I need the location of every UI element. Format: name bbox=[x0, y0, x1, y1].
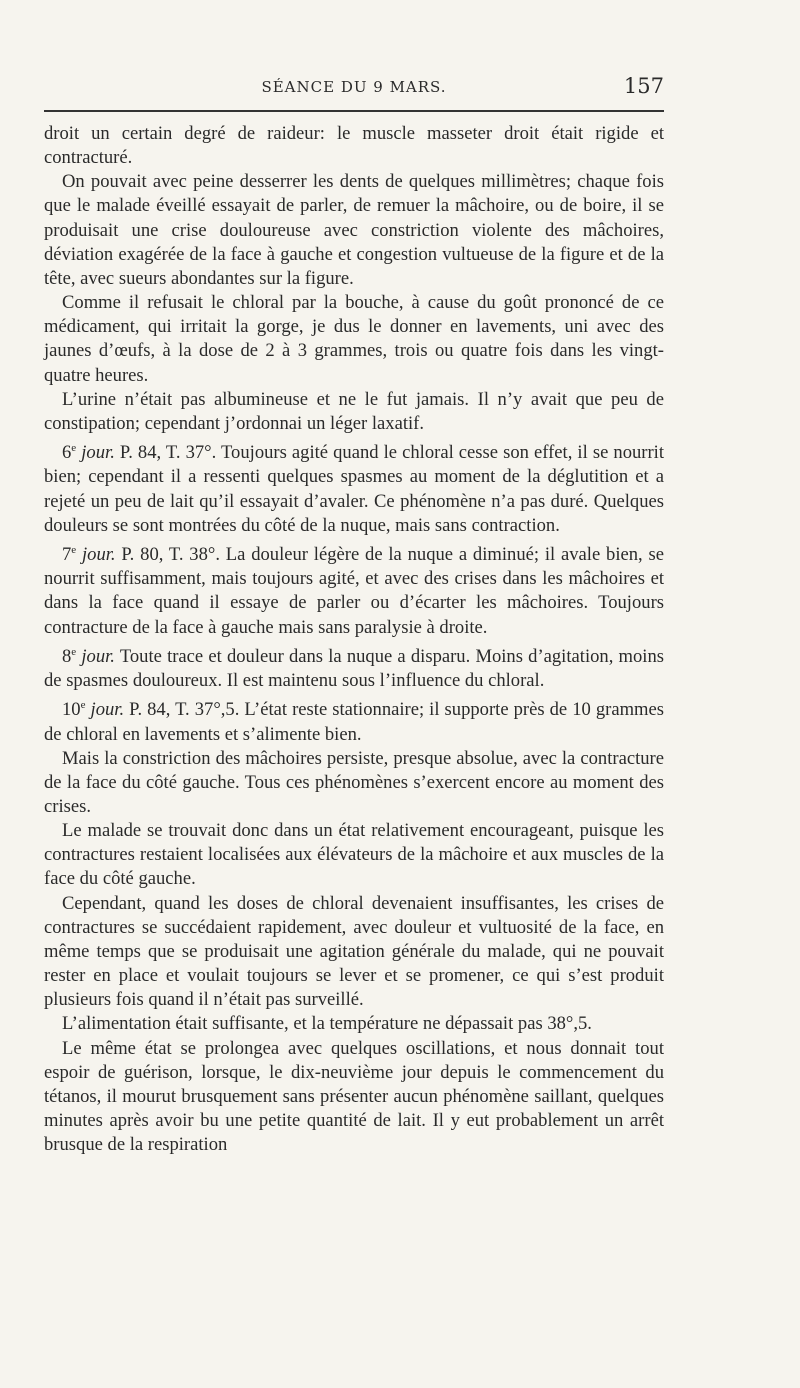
day-label: 6e jour. bbox=[62, 442, 115, 464]
paragraph: On pouvait avec peine desserrer les dents de quelques millimètres; chaque fois que le malade éveillé essayait de parler, de remuer la mâchoire, ou de boire, il se produisait une crise douloureuse avec constriction violente des mâchoires, déviation exagérée de la face à gauche et congestion vultueuse de la figure et de la tête, avec sueurs abondantes sur la figure. bbox=[44, 171, 664, 289]
paragraph: Mais la constriction des mâchoires persiste, presque absolue, avec la contracture de la face du côté gauche. Tous ces phénomènes s’exercent encore au moment des crises. bbox=[44, 747, 664, 817]
header-rule bbox=[44, 110, 664, 112]
day-label: 7e jour. bbox=[62, 543, 116, 566]
paragraph: Le même état se prolongea avec quelques oscillations, et nous donnait tout espoir de guérison, lorsque, le dix-neuvième jour depuis le commencement du tétanos, il mourut brusquement sans présenter aucun phénomène saillant, quelques minutes après avoir bu une petite quantité de lait. Il y eut probablement un arrêt brusque de la respiration bbox=[44, 1037, 664, 1156]
paragraph: 8e jour. Toute trace et douleur dans la nuque a disparu. Moins d’agitation, moins de spasmes douloureux. Il est maintenu sous l’influence du chloral. bbox=[44, 645, 664, 691]
page-number: 157 bbox=[623, 74, 664, 98]
running-title: SÉANCE DU 9 MARS. bbox=[261, 78, 447, 96]
paragraph: L’alimentation était suffisante, et la température ne dépassait pas 38°,5. bbox=[62, 1013, 592, 1035]
paragraph: L’urine n’était pas albumineuse et ne le fut jamais. Il n’y avait que peu de constipation; cependant j’ordonnai un léger laxatif. bbox=[44, 388, 664, 434]
day-label: 8e jour. bbox=[62, 645, 115, 667]
paragraph: Comme il refusait le chloral par la bouche, à cause du goût prononcé de ce médicament, qui irritait la gorge, je dus le donner en lavements, uni avec des jaunes d’œufs, à la dose de 2 à 3 grammes, trois ou quatre fois dans les vingt-quatre heures. bbox=[44, 292, 664, 386]
paragraph: Le malade se trouvait donc dans un état relativement encourageant, puisque les contractures restaient localisées aux élévateurs de la mâchoire et aux muscles de la face du côté gauche. bbox=[44, 820, 664, 890]
running-head bbox=[44, 74, 664, 100]
paragraph: 7e jour. P. 80, T. 38°. La douleur légère de la nuque a diminué; il avale bien, se nourrit suffisamment, mais toujours agité, et avec des crises dans les mâchoires et dans la face quand il essaye de parler ou d’écarter les mâchoires. Toujours contracture de la face à gauche mais sans paralysie à droite. bbox=[44, 543, 664, 638]
paragraph: 6e jour. P. 84, T. 37°. Toujours agité quand le chloral cesse son effet, il se nourrit bien; cependant il a ressenti quelques spasmes au moment de la déglutition et a rejeté un peu de lait qu’il essayait d’avaler. Ce phénomène n’a pas duré. Quelques douleurs se sont montrées du côté de la nuque, mais sans contraction. bbox=[44, 442, 664, 536]
paragraph: droit un certain degré de raideur: le muscle masseter droit était rigide et contracturé. bbox=[44, 123, 664, 169]
body-text bbox=[44, 122, 664, 1157]
paragraph: Cependant, quand les doses de chloral devenaient insuffisantes, les crises de contractures se succédaient rapidement, avec douleur et vultuosité de la face, en même temps que se produisait une agitation générale du malade, qui ne pouvait rester en place et voulait toujours se lever et se promener, ce qui s’est produit plusieurs fois quand il n’était pas surveillé. bbox=[44, 892, 664, 1011]
paragraph: 10e jour. P. 84, T. 37°,5. L’état reste stationnaire; il supporte près de 10 grammes de chloral en lavements et s’alimente bien. bbox=[44, 699, 665, 745]
day-label: 10e jour. bbox=[62, 699, 125, 721]
